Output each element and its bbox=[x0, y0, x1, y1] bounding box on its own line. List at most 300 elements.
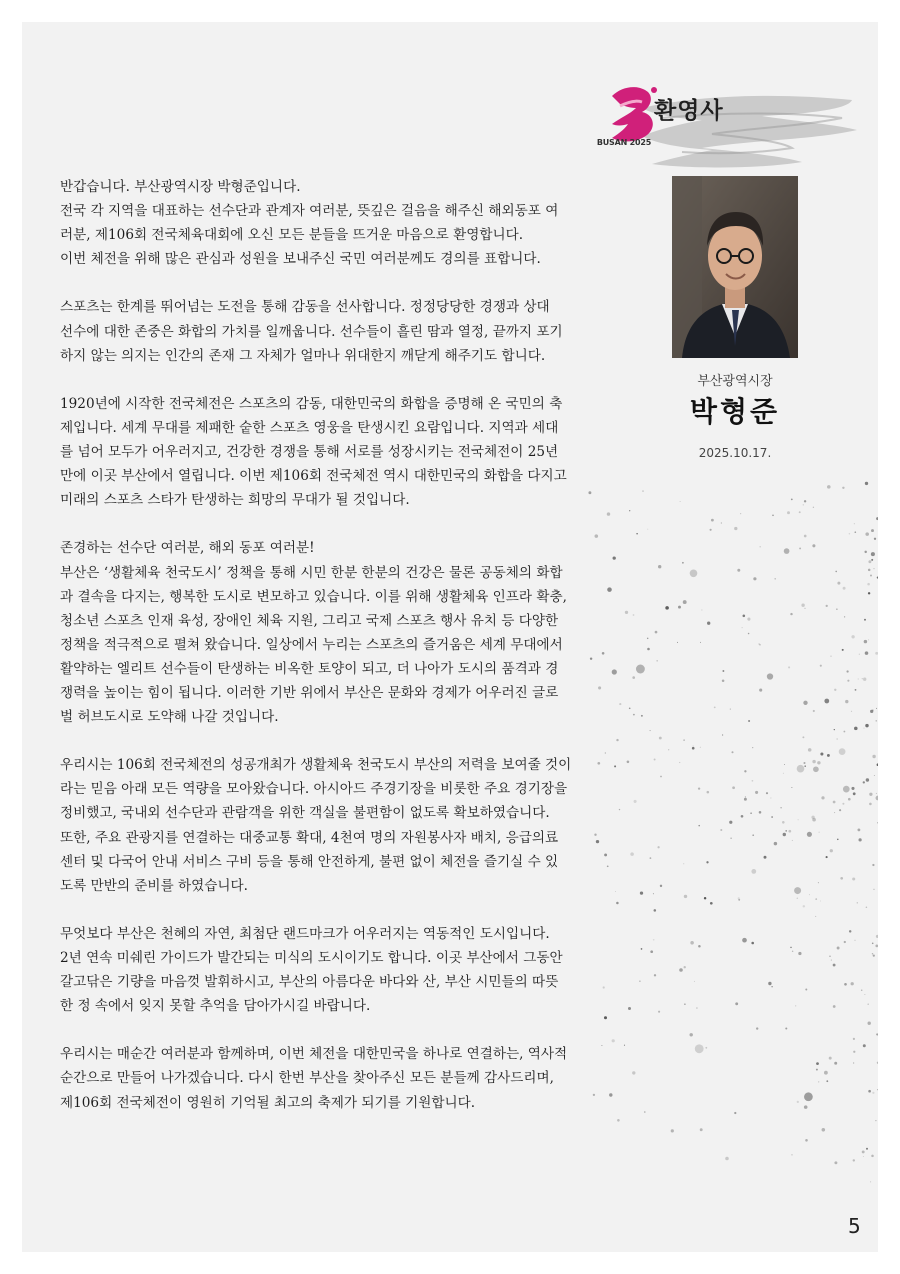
splatter-dot bbox=[861, 990, 862, 991]
splatter-dot bbox=[797, 1101, 799, 1103]
splatter-dot bbox=[698, 945, 701, 948]
splatter-dot bbox=[829, 956, 830, 957]
splatter-dot bbox=[609, 1093, 612, 1096]
splatter-dot bbox=[700, 642, 701, 643]
splatter-dot bbox=[867, 1003, 869, 1005]
text-line: 만에 이곳 부산에서 열립니다. 이번 제106회 전국체전 역시 대한민국의 화합을 다지고 bbox=[60, 468, 567, 485]
splatter-dot bbox=[842, 649, 844, 651]
splatter-dot bbox=[683, 600, 687, 604]
splatter-dot bbox=[871, 552, 875, 556]
splatter-dot bbox=[744, 770, 746, 772]
splatter-dot bbox=[857, 902, 858, 903]
splatter-dot bbox=[744, 798, 747, 801]
splatter-dot bbox=[875, 1120, 876, 1121]
splatter-dot bbox=[826, 605, 828, 607]
speech-body bbox=[60, 175, 664, 1139]
splatter-dot bbox=[842, 487, 844, 489]
paragraph bbox=[60, 536, 664, 729]
splatter-dot bbox=[877, 577, 878, 579]
splatter-dot bbox=[593, 1094, 595, 1096]
splatter-dot bbox=[684, 895, 687, 898]
splatter-dot bbox=[803, 762, 805, 764]
paragraph bbox=[60, 1042, 664, 1114]
splatter-dot bbox=[785, 1027, 787, 1029]
splatter-dot bbox=[876, 793, 877, 794]
splatter-dot bbox=[750, 812, 752, 814]
splatter-dot bbox=[654, 909, 657, 912]
splatter-dot bbox=[799, 547, 801, 549]
splatter-dot bbox=[862, 678, 863, 679]
splatter-dot bbox=[843, 731, 845, 733]
splatter-dot bbox=[627, 761, 630, 764]
paragraph bbox=[60, 175, 664, 271]
text-line: 스포츠는 한계를 뛰어넘는 도전을 통해 감동을 선사합니다. 정정당당한 경쟁과 상대 bbox=[60, 299, 550, 316]
splatter-dot bbox=[803, 701, 807, 705]
splatter-dot bbox=[668, 749, 669, 750]
splatter-dot bbox=[863, 1156, 864, 1157]
splatter-dot bbox=[798, 819, 799, 820]
splatter-dot bbox=[874, 775, 875, 776]
splatter-dot bbox=[873, 955, 875, 957]
splatter-dot bbox=[802, 736, 804, 738]
splatter-dot bbox=[862, 1150, 865, 1153]
text-line: 2년 연속 미쉐린 가이드가 발간되는 미식의 도시이기도 합니다. 이곳 부산에서 그동안 bbox=[60, 950, 563, 966]
splatter-dot bbox=[742, 627, 743, 628]
splatter-dot bbox=[633, 614, 635, 616]
splatter-dot bbox=[822, 1128, 826, 1132]
splatter-dot bbox=[827, 485, 831, 489]
splatter-dot bbox=[824, 1071, 828, 1075]
splatter-dot bbox=[615, 891, 616, 892]
splatter-dot bbox=[788, 666, 790, 668]
splatter-dot bbox=[815, 898, 817, 900]
splatter-dot bbox=[858, 679, 859, 680]
splatter-dot bbox=[632, 1071, 635, 1074]
text-line: 또한, 주요 관광지를 연결하는 대중교통 확대, 4천여 명의 자원봉사자 배치, 응급의료 bbox=[60, 829, 559, 846]
splatter-dot bbox=[792, 840, 793, 841]
splatter-dot bbox=[706, 861, 708, 863]
splatter-dot bbox=[863, 1044, 866, 1047]
splatter-dot bbox=[872, 755, 875, 758]
splatter-dot bbox=[834, 1062, 837, 1065]
text-line: 미래의 스포츠 스타가 탄생하는 희망의 무대가 될 것입니다. bbox=[60, 492, 410, 509]
splatter-dot bbox=[818, 1081, 819, 1082]
splatter-dot bbox=[853, 792, 856, 795]
splatter-dot bbox=[790, 947, 792, 949]
splatter-dot bbox=[844, 616, 845, 617]
splatter-dot bbox=[792, 951, 793, 952]
text-line: 반갑습니다. 부산광역시장 박형준입니다. bbox=[60, 179, 301, 195]
splatter-dot bbox=[634, 800, 637, 803]
splatter-dot bbox=[854, 727, 858, 731]
splatter-dot bbox=[588, 491, 591, 494]
splatter-dot bbox=[819, 832, 820, 833]
splatter-dot bbox=[644, 1111, 646, 1113]
splatter-dot bbox=[813, 766, 819, 772]
splatter-dot bbox=[756, 1027, 758, 1029]
splatter-dot bbox=[752, 747, 753, 748]
splatter-dot bbox=[870, 1181, 871, 1182]
splatter-dot bbox=[864, 619, 866, 621]
splatter-dot bbox=[767, 673, 773, 679]
splatter-dot bbox=[684, 966, 686, 968]
splatter-dot bbox=[603, 986, 605, 988]
splatter-dot bbox=[659, 737, 662, 740]
splatter-dot bbox=[742, 938, 747, 943]
splatter-dot bbox=[836, 609, 837, 610]
splatter-dot bbox=[843, 587, 846, 590]
splatter-dot bbox=[601, 1045, 602, 1046]
splatter-dot bbox=[783, 833, 786, 836]
splatter-dot bbox=[653, 939, 655, 941]
splatter-dot bbox=[874, 538, 876, 540]
splatter-dot bbox=[734, 1112, 736, 1114]
splatter-dot bbox=[710, 529, 712, 531]
splatter-dot bbox=[745, 796, 746, 797]
splatter-dot bbox=[679, 762, 680, 763]
splatter-dot bbox=[864, 551, 866, 553]
text-line: 하지 않는 의지는 인간의 존재 그 자체가 얼마나 위대한지 깨닫게 해주기도 합니다. bbox=[60, 347, 546, 364]
splatter-dot bbox=[877, 1089, 878, 1090]
text-line: 갈고닦은 기량을 마음껏 발휘하시고, 부산의 아름다운 바다와 산, 부산 시민들의 따뜻 bbox=[60, 974, 559, 991]
splatter-dot bbox=[747, 618, 750, 621]
splatter-dot bbox=[602, 652, 605, 655]
splatter-dot bbox=[770, 797, 771, 798]
splatter-dot bbox=[677, 642, 678, 643]
splatter-dot bbox=[834, 729, 835, 730]
splatter-dot bbox=[827, 754, 830, 757]
text-line: 센터 및 다국어 안내 서비스 구비 등을 통해 안전하게, 불편 없이 체전을 즐기실 수 있 bbox=[60, 853, 559, 870]
splatter-dot bbox=[866, 907, 868, 909]
splatter-dot bbox=[759, 546, 760, 547]
splatter-dot bbox=[700, 747, 701, 748]
splatter-dot bbox=[813, 507, 814, 508]
splatter-dot bbox=[684, 1003, 686, 1005]
splatter-dot bbox=[863, 678, 866, 681]
splatter-dot bbox=[854, 940, 855, 941]
splatter-dot bbox=[833, 1005, 836, 1008]
text-line: 선수에 대한 존중은 화합의 가치를 일깨웁니다. 선수들이 흘린 땀과 열정, 끝까지 포기 bbox=[60, 323, 563, 340]
splatter-dot bbox=[837, 582, 840, 585]
splatter-dot bbox=[817, 761, 820, 764]
text-line: 부산은 ‘생활체육 천국도시’ 정책을 통해 시민 한분 한분의 건강은 물론 공동체의 화합 bbox=[60, 564, 563, 581]
splatter-dot bbox=[741, 815, 744, 818]
splatter-dot bbox=[851, 982, 854, 985]
splatter-dot bbox=[865, 532, 869, 536]
splatter-dot bbox=[771, 986, 772, 987]
paragraph bbox=[60, 753, 664, 898]
splatter-dot bbox=[803, 504, 804, 505]
splatter-dot bbox=[877, 822, 878, 824]
splatter-dot bbox=[869, 793, 872, 796]
splatter-dot bbox=[680, 501, 681, 502]
splatter-dot bbox=[650, 730, 651, 731]
splatter-dot bbox=[813, 710, 815, 712]
text-line: 한 정 속에서 잊지 못할 추억을 담아가시길 바랍니다. bbox=[60, 998, 371, 1015]
splatter-dot bbox=[853, 1038, 855, 1040]
splatter-dot bbox=[590, 657, 592, 659]
splatter-dot bbox=[647, 638, 648, 639]
splatter-dot bbox=[751, 869, 756, 874]
splatter-dot bbox=[737, 569, 740, 572]
text-line: 순간으로 만들어 나가겠습니다. 다시 한번 부산을 찾아주신 모든 분들께 감사드리며, bbox=[60, 1070, 555, 1087]
splatter-dot bbox=[840, 877, 843, 880]
splatter-dot bbox=[782, 821, 785, 824]
splatter-dot bbox=[607, 587, 612, 592]
splatter-dot bbox=[868, 1090, 871, 1093]
splatter-dot bbox=[792, 1154, 793, 1155]
splatter-dot bbox=[682, 562, 684, 564]
splatter-dot bbox=[722, 679, 725, 682]
splatter-dot bbox=[866, 778, 869, 781]
splatter-dot bbox=[748, 720, 750, 722]
splatter-dot bbox=[844, 983, 847, 986]
splatter-dot bbox=[859, 654, 860, 655]
text-line: 무엇보다 부산은 천혜의 자연, 최첨단 랜드마크가 어우러지는 역동적인 도시입니다. bbox=[60, 925, 550, 942]
splatter-dot bbox=[804, 608, 805, 609]
splatter-dot bbox=[871, 559, 873, 561]
splatter-dot bbox=[655, 631, 658, 634]
splatter-dot bbox=[619, 809, 620, 810]
splatter-dot bbox=[851, 787, 854, 790]
splatter-dot bbox=[660, 885, 662, 887]
splatter-dot bbox=[864, 994, 865, 995]
splatter-dot bbox=[595, 534, 599, 538]
splatter-dot bbox=[604, 1016, 607, 1019]
splatter-dot bbox=[854, 523, 855, 524]
splatter-dot bbox=[812, 760, 815, 763]
splatter-dot bbox=[863, 781, 865, 783]
splatter-dot bbox=[658, 565, 661, 568]
splatter-dot bbox=[824, 699, 829, 704]
splatter-dot bbox=[869, 803, 872, 806]
splatter-dot bbox=[650, 950, 653, 953]
splatter-dot bbox=[872, 709, 874, 711]
splatter-dot bbox=[790, 613, 792, 615]
splatter-dot bbox=[654, 759, 656, 761]
splatter-dot bbox=[797, 897, 799, 899]
splatter-dot bbox=[774, 842, 777, 845]
splatter-dot bbox=[671, 1129, 674, 1132]
splatter-dot bbox=[785, 830, 787, 832]
text-line: 이번 체전을 위해 많은 관심과 성원을 보내주신 국민 여러분께도 경의를 표합니다. bbox=[60, 251, 541, 268]
splatter-dot bbox=[853, 1159, 855, 1161]
splatter-dot bbox=[811, 816, 814, 819]
splatter-dot bbox=[849, 533, 851, 535]
splatter-dot bbox=[839, 748, 846, 755]
splatter-dot bbox=[707, 622, 710, 625]
splatter-dot bbox=[837, 839, 838, 840]
splatter-dot bbox=[722, 670, 724, 672]
splatter-dot bbox=[842, 803, 844, 805]
splatter-dot bbox=[834, 812, 835, 813]
splatter-dot bbox=[820, 665, 822, 667]
splatter-dot bbox=[660, 776, 662, 778]
text-line: 라는 믿음 아래 모든 역량을 모아왔습니다. 아시아드 주경기장을 비롯한 주요 경기장을 bbox=[60, 781, 568, 798]
splatter-dot bbox=[788, 830, 791, 833]
splatter-dot bbox=[853, 1062, 854, 1063]
splatter-dot bbox=[738, 897, 740, 899]
splatter-dot bbox=[807, 832, 812, 837]
splatter-dot bbox=[616, 902, 619, 905]
splatter-dot bbox=[707, 791, 710, 794]
splatter-dot bbox=[844, 941, 846, 943]
splatter-dot bbox=[641, 948, 643, 950]
splatter-dot bbox=[764, 856, 767, 859]
splatter-dot bbox=[794, 887, 801, 894]
splatter-dot bbox=[805, 989, 807, 991]
splatter-dot bbox=[629, 510, 630, 511]
splatter-dot bbox=[787, 511, 790, 514]
splatter-dot bbox=[725, 1157, 729, 1161]
splatter-dot bbox=[865, 651, 869, 655]
splatter-dot bbox=[612, 669, 617, 674]
splatter-dot bbox=[653, 893, 654, 894]
splatter-dot bbox=[768, 982, 771, 985]
ink-splatter-decoration bbox=[582, 442, 878, 1222]
text-line: 과 결속을 다지는, 행복한 도시로 변모하고 있습니다. 이를 위해 생활체육 인프라 확충, bbox=[60, 588, 567, 605]
splatter-dot bbox=[798, 952, 801, 955]
splatter-dot bbox=[654, 974, 656, 976]
splatter-dot bbox=[809, 894, 810, 895]
splatter-dot bbox=[868, 569, 871, 572]
splatter-dot bbox=[690, 941, 694, 945]
splatter-dot bbox=[805, 1139, 808, 1142]
splatter-dot bbox=[876, 720, 877, 721]
splatter-dot bbox=[710, 902, 713, 905]
text-line: 청소년 스포츠 인재 육성, 장애인 체육 지원, 그리고 국제 스포츠 행사 유치 등 다양한 bbox=[60, 612, 559, 629]
splatter-dot bbox=[683, 863, 684, 864]
splatter-dot bbox=[598, 686, 601, 689]
splatter-dot bbox=[834, 1161, 837, 1164]
splatter-dot bbox=[857, 828, 860, 831]
splatter-dot bbox=[867, 583, 870, 586]
splatter-dot bbox=[872, 953, 873, 954]
splatter-dot bbox=[647, 648, 650, 651]
splatter-dot bbox=[730, 709, 731, 710]
splatter-dot bbox=[594, 834, 596, 836]
mayor-portrait-photo bbox=[672, 176, 798, 358]
splatter-dot bbox=[826, 856, 828, 858]
splatter-dot bbox=[818, 882, 819, 883]
splatter-dot bbox=[833, 964, 836, 967]
splatter-dot bbox=[876, 796, 878, 801]
splatter-dot bbox=[740, 513, 741, 514]
splatter-dot bbox=[629, 707, 631, 709]
text-line: 전국 각 지역을 대표하는 선수단과 관계자 여러분, 뜻깊은 걸음을 해주신 해외동포 여 bbox=[60, 203, 559, 220]
splatter-dot bbox=[876, 708, 877, 709]
splatter-dot bbox=[772, 514, 774, 516]
splatter-dot bbox=[665, 606, 669, 610]
splatter-dot bbox=[848, 798, 851, 801]
splatter-dot bbox=[868, 560, 871, 563]
page-title: 환영사 bbox=[654, 98, 724, 124]
splatter-dot bbox=[630, 852, 634, 856]
page-number: 5 bbox=[848, 1214, 861, 1238]
splatter-dot bbox=[774, 578, 776, 580]
text-line: 존경하는 선수단 여러분, 해외 동포 여러분! bbox=[60, 540, 315, 557]
splatter-dot bbox=[700, 1128, 703, 1131]
splatter-dot bbox=[607, 512, 610, 515]
profile-date: 2025.10.17. bbox=[698, 446, 772, 460]
splatter-dot bbox=[795, 1005, 796, 1006]
splatter-dot bbox=[784, 548, 790, 554]
splatter-dot bbox=[657, 660, 658, 661]
splatter-dot bbox=[714, 706, 716, 708]
splatter-dot bbox=[780, 807, 781, 808]
splatter-dot bbox=[830, 849, 833, 852]
text-line: 정비했고, 국내외 선수단과 관람객을 위한 객실을 불편함이 없도록 확보하였습니다. bbox=[60, 805, 550, 822]
splatter-dot bbox=[705, 1047, 707, 1049]
splatter-dot bbox=[748, 633, 750, 635]
splatter-dot bbox=[732, 786, 735, 789]
splatter-dot bbox=[821, 796, 824, 799]
splatter-dot bbox=[657, 846, 659, 848]
splatter-dot bbox=[829, 1057, 832, 1060]
splatter-dot bbox=[855, 689, 857, 691]
splatter-dot bbox=[816, 1069, 818, 1071]
splatter-dot bbox=[804, 535, 807, 538]
splatter-dot bbox=[730, 837, 731, 838]
splatter-dot bbox=[875, 945, 878, 948]
splatter-dot bbox=[835, 571, 837, 573]
splatter-dot bbox=[865, 724, 868, 727]
splatter-dot bbox=[617, 1119, 620, 1122]
text-line: 1920년에 시작한 전국체전은 스포츠의 감동, 대한민국의 화합을 증명해 온 국민의 축 bbox=[60, 395, 563, 412]
splatter-dot bbox=[851, 635, 854, 638]
splatter-dot bbox=[624, 1045, 625, 1046]
splatter-dot bbox=[877, 763, 878, 766]
splatter-dot bbox=[758, 643, 759, 644]
splatter-dot bbox=[597, 762, 600, 765]
splatter-dot bbox=[616, 739, 618, 741]
splatter-dot bbox=[877, 1062, 878, 1064]
splatter-dot bbox=[701, 610, 702, 611]
splatter-dot bbox=[636, 665, 645, 674]
splatter-dot bbox=[696, 1007, 698, 1009]
splatter-dot bbox=[658, 1011, 660, 1013]
splatter-dot bbox=[721, 522, 722, 523]
splatter-dot bbox=[698, 825, 700, 827]
splatter-dot bbox=[753, 577, 756, 580]
profile-role: 부산광역시장 bbox=[697, 374, 773, 389]
splatter-dot bbox=[711, 519, 714, 522]
splatter-dot bbox=[784, 764, 785, 765]
splatter-dot bbox=[868, 1022, 871, 1025]
paragraph bbox=[60, 922, 664, 1018]
splatter-dot bbox=[853, 1051, 855, 1053]
splatter-dot bbox=[871, 1155, 874, 1158]
splatter-dot bbox=[870, 575, 872, 577]
splatter-dot bbox=[846, 670, 848, 672]
splatter-dot bbox=[845, 700, 848, 703]
splatter-dot bbox=[804, 765, 806, 767]
profile-name: 박형준 bbox=[689, 395, 781, 428]
text-line: 러분, 제106회 전국체육대회에 오신 모든 분들을 뜨거운 마음으로 환영합니다. bbox=[60, 227, 524, 244]
page bbox=[22, 22, 878, 1252]
splatter-dot bbox=[837, 947, 840, 950]
splatter-dot bbox=[803, 905, 805, 907]
splatter-dot bbox=[641, 715, 643, 717]
splatter-dot bbox=[632, 676, 635, 679]
splatter-dot bbox=[797, 765, 805, 773]
text-line: 벌 허브도시로 도약해 나갈 것입니다. bbox=[60, 709, 279, 726]
splatter-dot bbox=[852, 877, 855, 880]
splatter-dot bbox=[698, 787, 700, 789]
splatter-dot bbox=[872, 1092, 874, 1094]
splatter-dot bbox=[876, 1033, 878, 1035]
splatter-dot bbox=[808, 748, 812, 752]
